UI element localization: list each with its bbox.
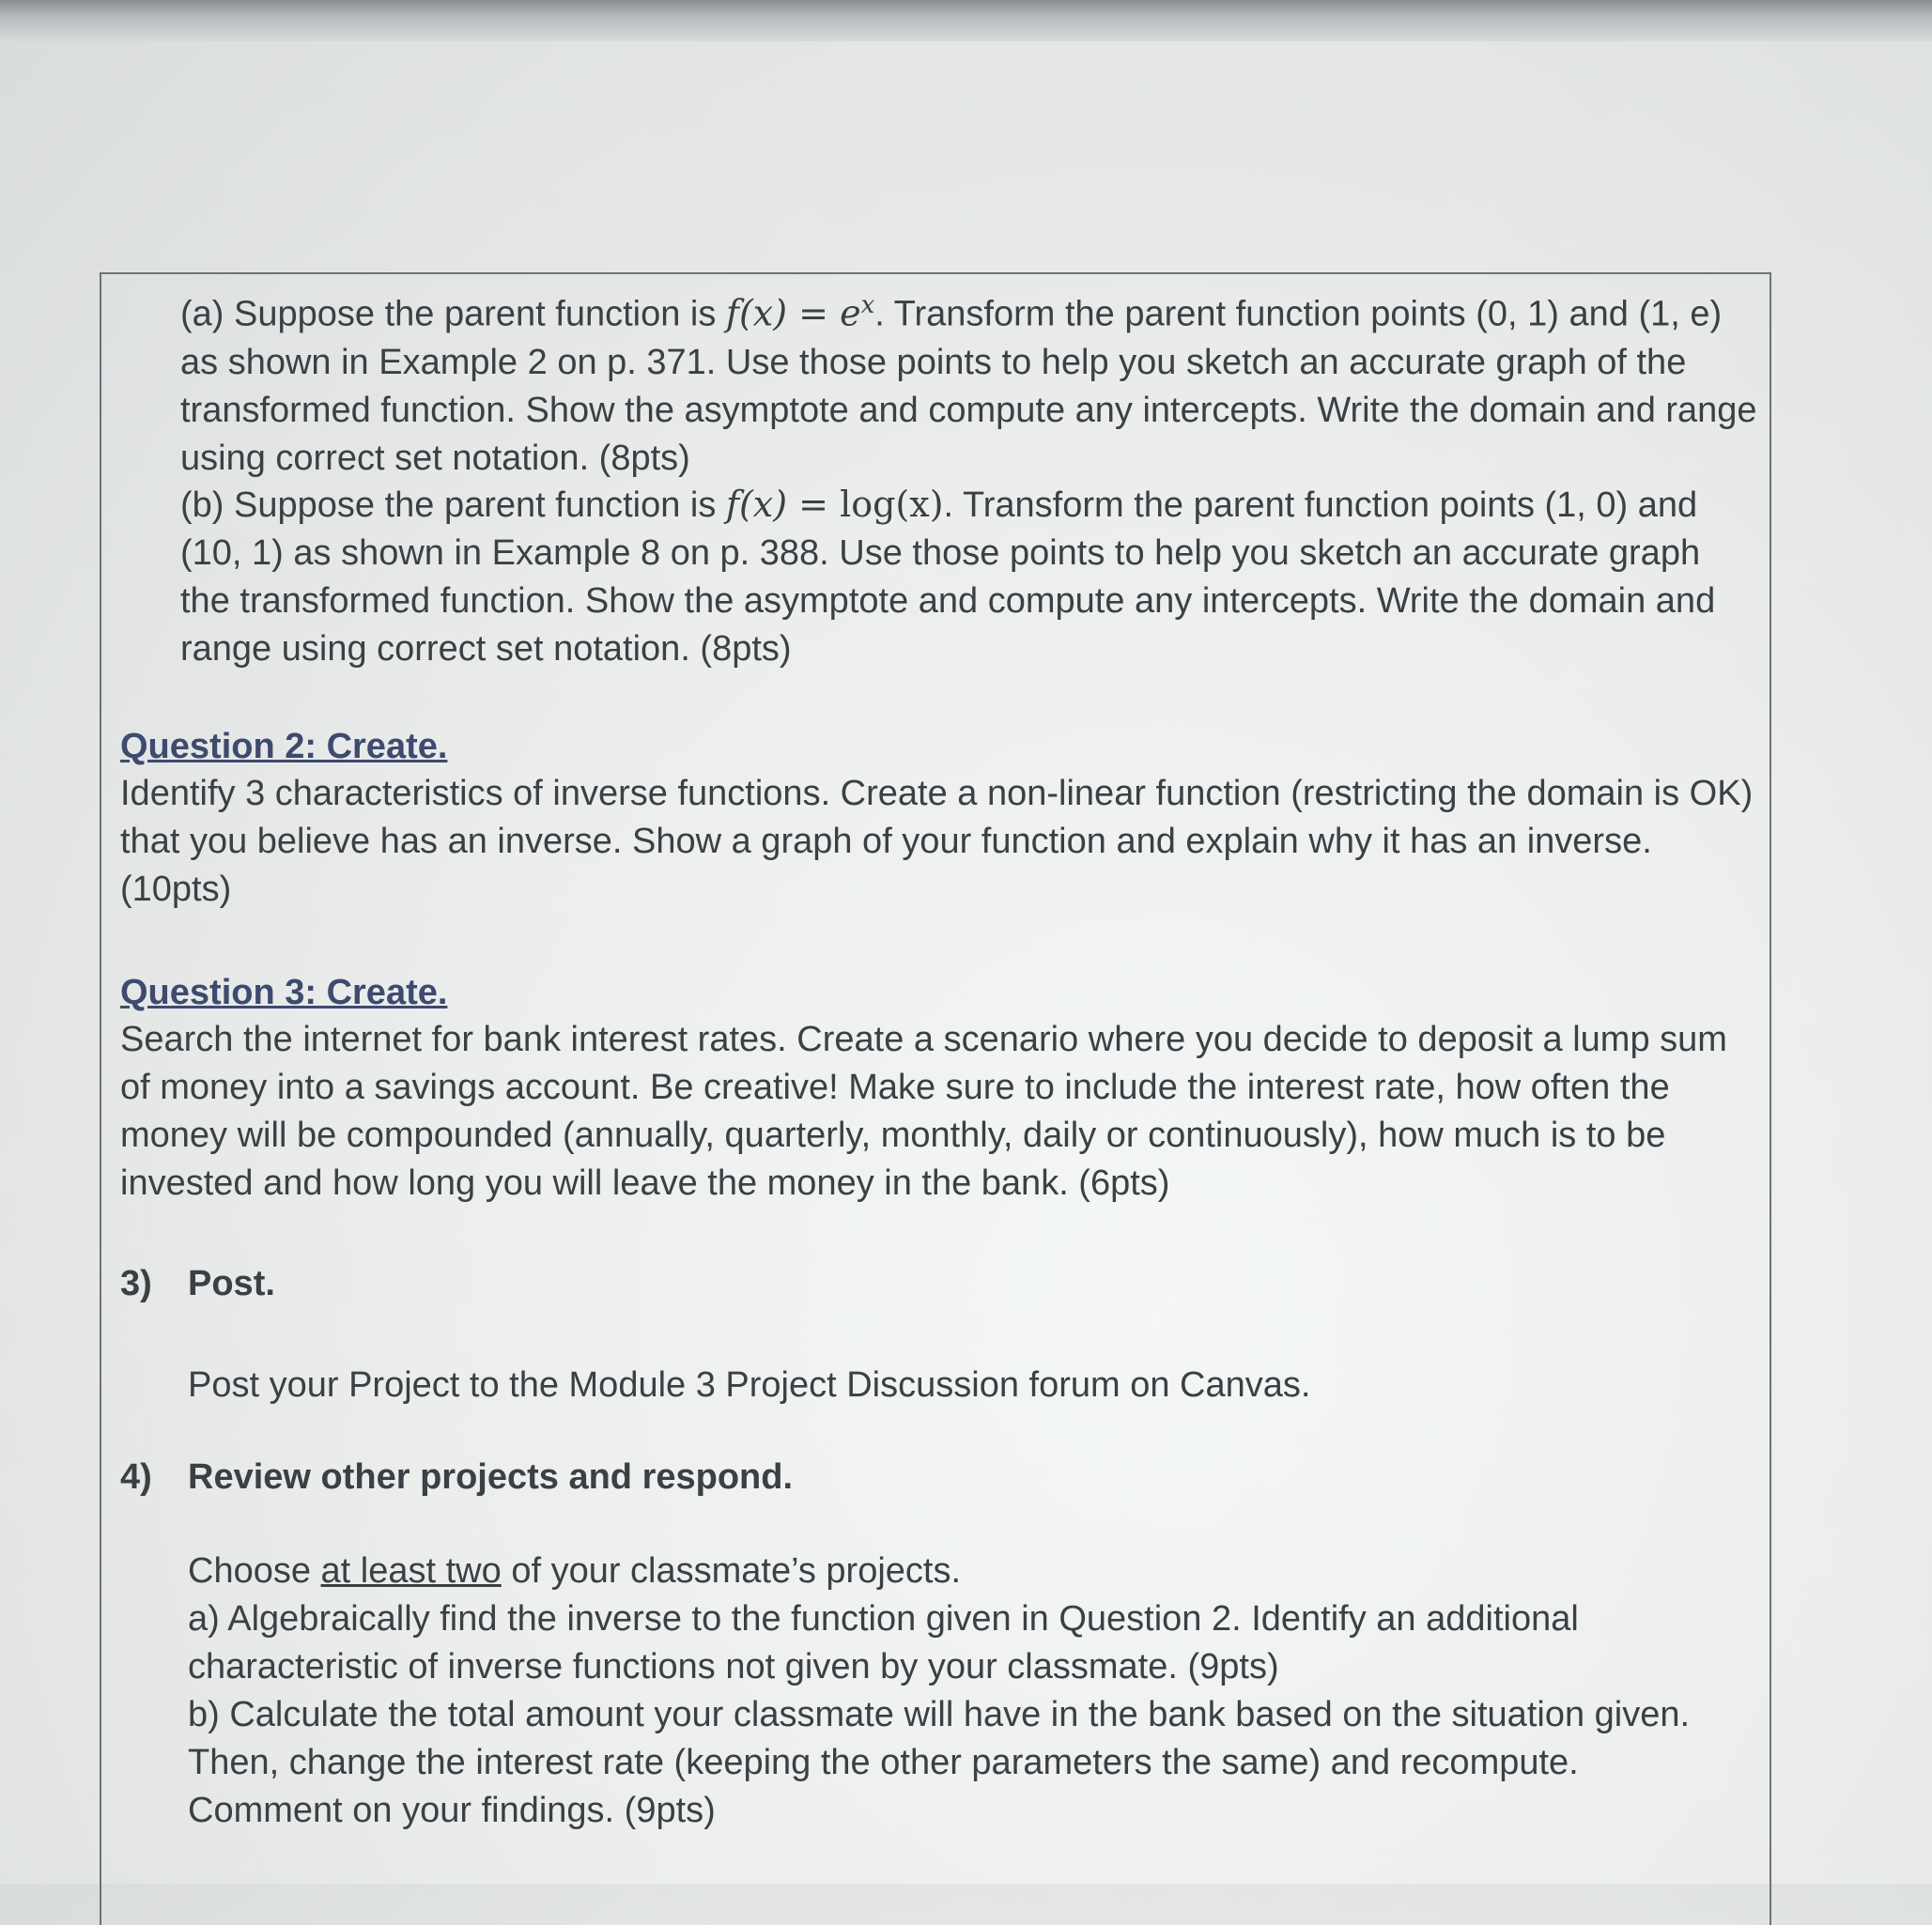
question3-body: Search the internet for bank interest rates. Create a scenario where you decide to deposit a lump sum of money into a savings account. Be creative! Make sure to include the interest rate, how often the money will be compounded (annually, quarterly, monthly, daily or continuously), how much is to be invested and how long you will leave the money in the bank. (6pts) [120, 1020, 1727, 1203]
step4-intro [188, 1548, 1728, 1595]
part-a-lead: (a) Suppose the parent function is [180, 294, 726, 334]
step4-item-a: a) Algebraically find the inverse to the function given in Question 2. Identify an additional characteristic of inverse functions not given by your classmate. (9pts) [188, 1599, 1579, 1686]
step4-title: Review other projects and respond. [188, 1457, 794, 1497]
step3-heading [120, 1260, 1717, 1307]
part-a-function: f(x) = e [725, 292, 861, 334]
step4-body [188, 1548, 1728, 1835]
question3-heading: Question 3: Create. [120, 973, 448, 1012]
step4-intro-underline: at least two [320, 1551, 502, 1591]
step4-number: 4) [120, 1457, 152, 1497]
part-b-function-body: = log(x) [787, 484, 944, 525]
top-shadow-strip [0, 0, 1932, 41]
step4-intro-rest: of your classmate’s projects. [501, 1551, 962, 1591]
part-b-rest: . Transform the parent function points (1, 0) and (10, 1) as shown in Example 8 on p. 388. Use those points to help you sketch an accurate graph the transformed function. Show the asymptote and compute any intercepts. Write the domain and range using correct set notation. (8pts) [180, 485, 1716, 669]
step3-body: Post your Project to the Module 3 Project Discussion forum on Canvas. [188, 1365, 1311, 1405]
part-b-lead: (b) Suppose the parent function is [180, 485, 726, 525]
question2-body: Identify 3 characteristics of inverse functions. Create a non-linear function (restricting the domain is OK) that you believe has an inverse. Show a graph of your function and explain why it has an inverse. (10pts) [120, 774, 1754, 909]
part-a-paragraph [180, 282, 1768, 483]
step3-title: Post. [188, 1264, 275, 1303]
part-a-exponent: x [860, 291, 875, 319]
step4-intro-lead: Choose [188, 1551, 321, 1591]
step3-number: 3) [120, 1264, 152, 1303]
part-a-rest: . Transform the parent function points (0, 1) and (1, e) as shown in Example 2 on p. 371. Use those points to help you sketch an accurate graph of the transformed function. Show the asymptote and compute any intercepts. Write the domain and range using correct set notation. (8pts) [180, 294, 1757, 478]
step4-heading [120, 1454, 1717, 1501]
question3-section [120, 969, 1754, 1208]
part-b-function-name: f(x) [725, 484, 788, 525]
question2-heading: Question 2: Create. [120, 727, 448, 766]
step4-item-b: b) Calculate the total amount your classmate will have in the bank based on the situation given. Then, change the interest rate (keeping the other parameters the same) and recompute. Comment on your findings. (9pts) [188, 1695, 1691, 1830]
part-b-paragraph [180, 481, 1721, 673]
question2-section [120, 723, 1754, 914]
